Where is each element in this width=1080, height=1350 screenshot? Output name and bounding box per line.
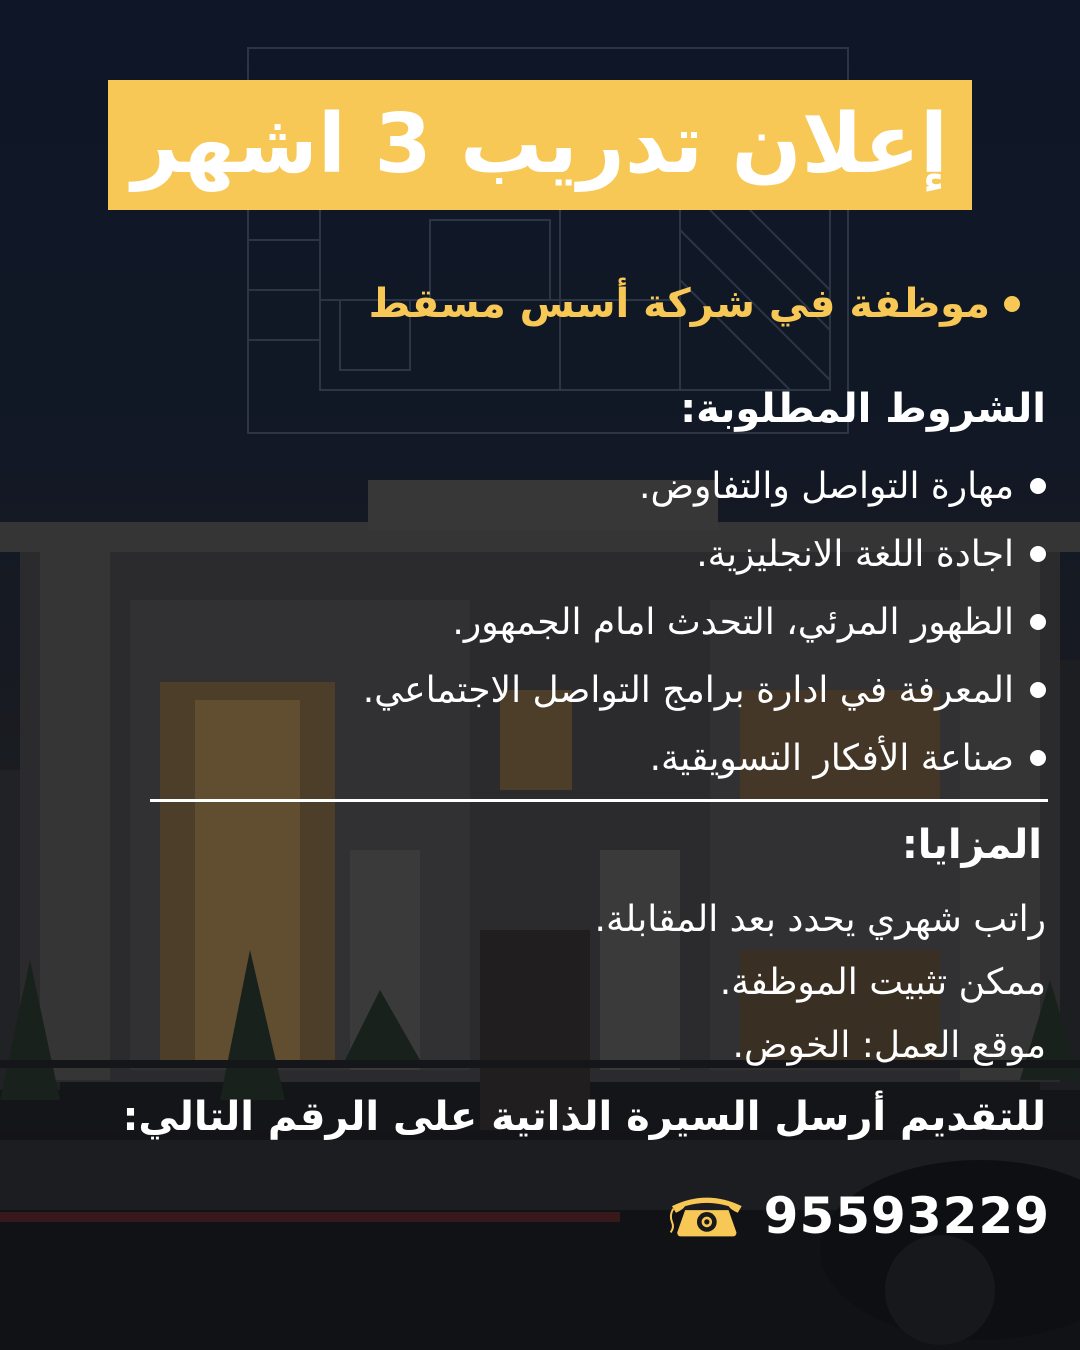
bullet-icon — [1030, 546, 1046, 562]
requirement-text: المعرفة في ادارة برامج التواصل الاجتماعي. — [362, 669, 1014, 711]
requirement-text: الظهور المرئي، التحدث امام الجمهور. — [452, 601, 1014, 643]
bullet-icon — [1030, 478, 1046, 494]
apply-instructions: للتقديم أرسل السيرة الذاتية على الرقم التالي: — [122, 1094, 1046, 1140]
position-text: موظفة في شركة أسس مسقط — [368, 281, 990, 327]
telephone-icon — [668, 1181, 746, 1251]
benefit-text: راتب شهري يحدد بعد المقابلة. — [594, 899, 1046, 940]
section-divider — [150, 799, 1048, 802]
requirement-text: صناعة الأفكار التسويقية. — [649, 737, 1014, 779]
requirements-heading: الشروط المطلوبة: — [680, 386, 1046, 432]
benefit-text: موقع العمل: الخوض. — [732, 1025, 1046, 1066]
position-line — [340, 274, 1020, 334]
bullet-icon — [1030, 682, 1046, 698]
title-banner — [108, 80, 972, 210]
benefit-text: ممكن تثبيت الموظفة. — [719, 962, 1046, 1003]
requirements-list — [146, 452, 1046, 792]
requirement-text: اجادة اللغة الانجليزية. — [696, 533, 1014, 575]
phone-number[interactable]: 95593229 — [763, 1187, 1050, 1245]
list-item — [146, 452, 1046, 520]
list-item — [146, 656, 1046, 724]
bullet-icon — [1030, 614, 1046, 630]
contact-row — [668, 1176, 1050, 1256]
benefits-list — [146, 888, 1046, 1077]
list-item — [146, 588, 1046, 656]
bullet-icon — [1004, 296, 1020, 312]
bullet-icon — [1030, 750, 1046, 766]
ad-title: إعلان تدريب 3 اشهر — [132, 97, 948, 192]
list-item — [146, 724, 1046, 792]
requirement-text: مهارة التواصل والتفاوض. — [639, 465, 1014, 507]
list-item — [146, 520, 1046, 588]
benefits-heading: المزايا: — [901, 822, 1042, 868]
